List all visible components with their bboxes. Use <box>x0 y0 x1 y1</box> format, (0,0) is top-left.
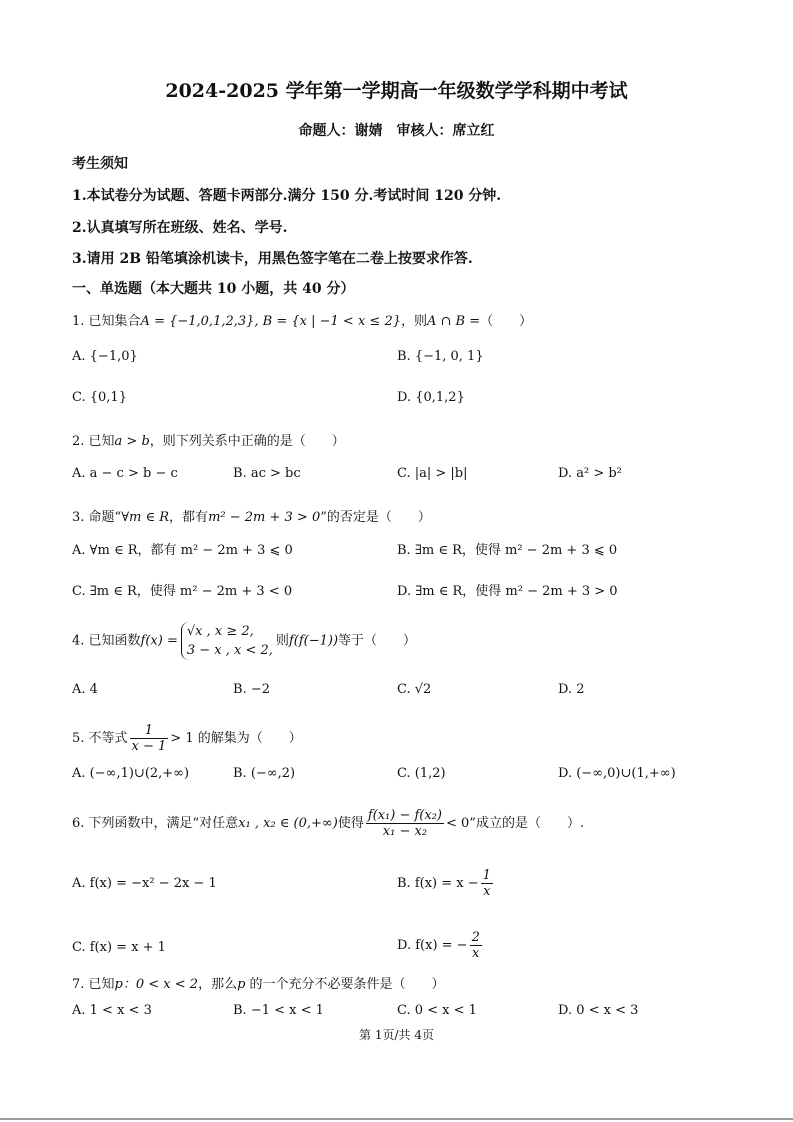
exam-authors: 命题人：谢婧 审核人：席立红 <box>298 123 495 139</box>
question-7-option-c: C. 0 < x < 1 <box>397 1003 477 1018</box>
question-5-option-b: B. (−∞,2) <box>233 766 296 781</box>
question-7-option-b: B. −1 < x < 1 <box>233 1003 324 1018</box>
question-5-option-c: C. (1,2) <box>397 766 446 781</box>
question-4-option-a: A. 4 <box>72 682 98 697</box>
notice-item-1: 1.本试卷分为试题、答题卡两部分.满分 150 分.考试时间 120 分钟. <box>72 188 502 204</box>
section-heading: 一、单选题（本大题共 10 小题，共 40 分） <box>72 281 355 297</box>
question-1-option-d: D. {0,1,2} <box>397 390 465 405</box>
question-7-option-d: D. 0 < x < 3 <box>558 1003 639 1018</box>
page-footer: 第 1页/共 4页 <box>359 1028 434 1042</box>
question-7-stem: 7. 已知p：0 < x < 2，那么p 的一个充分不必要条件是（ ） <box>72 977 445 992</box>
question-2-option-b: B. ac > bc <box>233 466 301 481</box>
notice-heading: 考生须知 <box>72 156 128 172</box>
question-4-option-b: B. −2 <box>233 682 270 697</box>
question-2-option-d: D. a² > b² <box>558 466 622 481</box>
question-1-stem: 1. 已知集合A = {−1,0,1,2,3}, B = {x | −1 < x ≤ 2}，则A ∩ B =（ ） <box>72 314 533 329</box>
page-bottom-border <box>0 1118 793 1120</box>
question-3-option-d: D. ∃m ∈ R，使得 m² − 2m + 3 > 0 <box>397 584 618 599</box>
notice-item-3: 3.请用 2B 铅笔填涂机读卡，用黑色签字笔在二卷上按要求作答. <box>72 251 473 267</box>
question-1-option-c: C. {0,1} <box>72 390 127 405</box>
question-2-option-a: A. a − c > b − c <box>72 466 178 481</box>
notice-item-2: 2.认真填写所在班级、姓名、学号. <box>72 220 288 236</box>
question-1-option-a: A. {−1,0} <box>72 349 138 364</box>
question-7-option-a: A. 1 < x < 3 <box>72 1003 152 1018</box>
question-5-stem: 5. 不等式 $\frac{1}{x - 1}$ > 1 的解集为（ ） <box>72 723 302 754</box>
piecewise-brace: √x , x ≥ 2, 3 − x , x < 2, <box>181 622 273 660</box>
question-6-option-b: B. f(x) = x − $\frac{1}{x}$ <box>397 868 491 899</box>
exam-title: 2024-2025 学年第一学期高一年级数学学科期中考试 <box>165 80 628 102</box>
question-2-option-c: C. |a| > |b| <box>397 466 468 481</box>
question-5-fraction: $\frac{1}{x - 1}$ <box>131 723 167 754</box>
question-5-option-d: D. (−∞,0)∪(1,+∞) <box>558 766 676 781</box>
question-5-option-a: A. (−∞,1)∪(2,+∞) <box>72 766 190 781</box>
question-4-option-d: D. 2 <box>558 682 585 697</box>
question-6-option-d: D. f(x) = − $\frac{2}{x}$ <box>397 930 480 961</box>
question-2-stem: 2. 已知a > b，则下列关系中正确的是（ ） <box>72 434 345 449</box>
question-6-stem: 6. 下列函数中，满足“对任意x₁ , x₂ ∈ (0,+∞)使得 $\frac{\text{f(x₁) − f(x₂)}}{\text{x₁ − x₂}}$ < 0”成立的是（ ）. <box>72 808 585 839</box>
question-3-option-b: B. ∃m ∈ R，使得 m² − 2m + 3 ⩽ 0 <box>397 543 618 558</box>
question-4-option-c: C. √2 <box>397 682 432 697</box>
question-4-stem: 4. 已知函数f(x) = √x , x ≥ 2, 3 − x , x < 2, 则f(f(−1))等于（ ） <box>72 624 417 658</box>
question-6-option-a: A. f(x) = −x² − 2x − 1 <box>72 876 217 891</box>
question-1-option-b: B. {−1, 0, 1} <box>397 349 484 364</box>
question-6-option-c: C. f(x) = x + 1 <box>72 940 166 955</box>
question-3-option-a: A. ∀m ∈ R，都有 m² − 2m + 3 ⩽ 0 <box>72 543 293 558</box>
question-3-stem: 3. 命题“∀m ∈ R，都有m² − 2m + 3 > 0”的否定是（ ） <box>72 510 431 525</box>
question-6-fraction: $\frac{\text{f(x₁) − f(x₂)}}{\text{x₁ − x₂}}$ <box>367 808 442 839</box>
question-3-option-c: C. ∃m ∈ R，使得 m² − 2m + 3 < 0 <box>72 584 293 599</box>
